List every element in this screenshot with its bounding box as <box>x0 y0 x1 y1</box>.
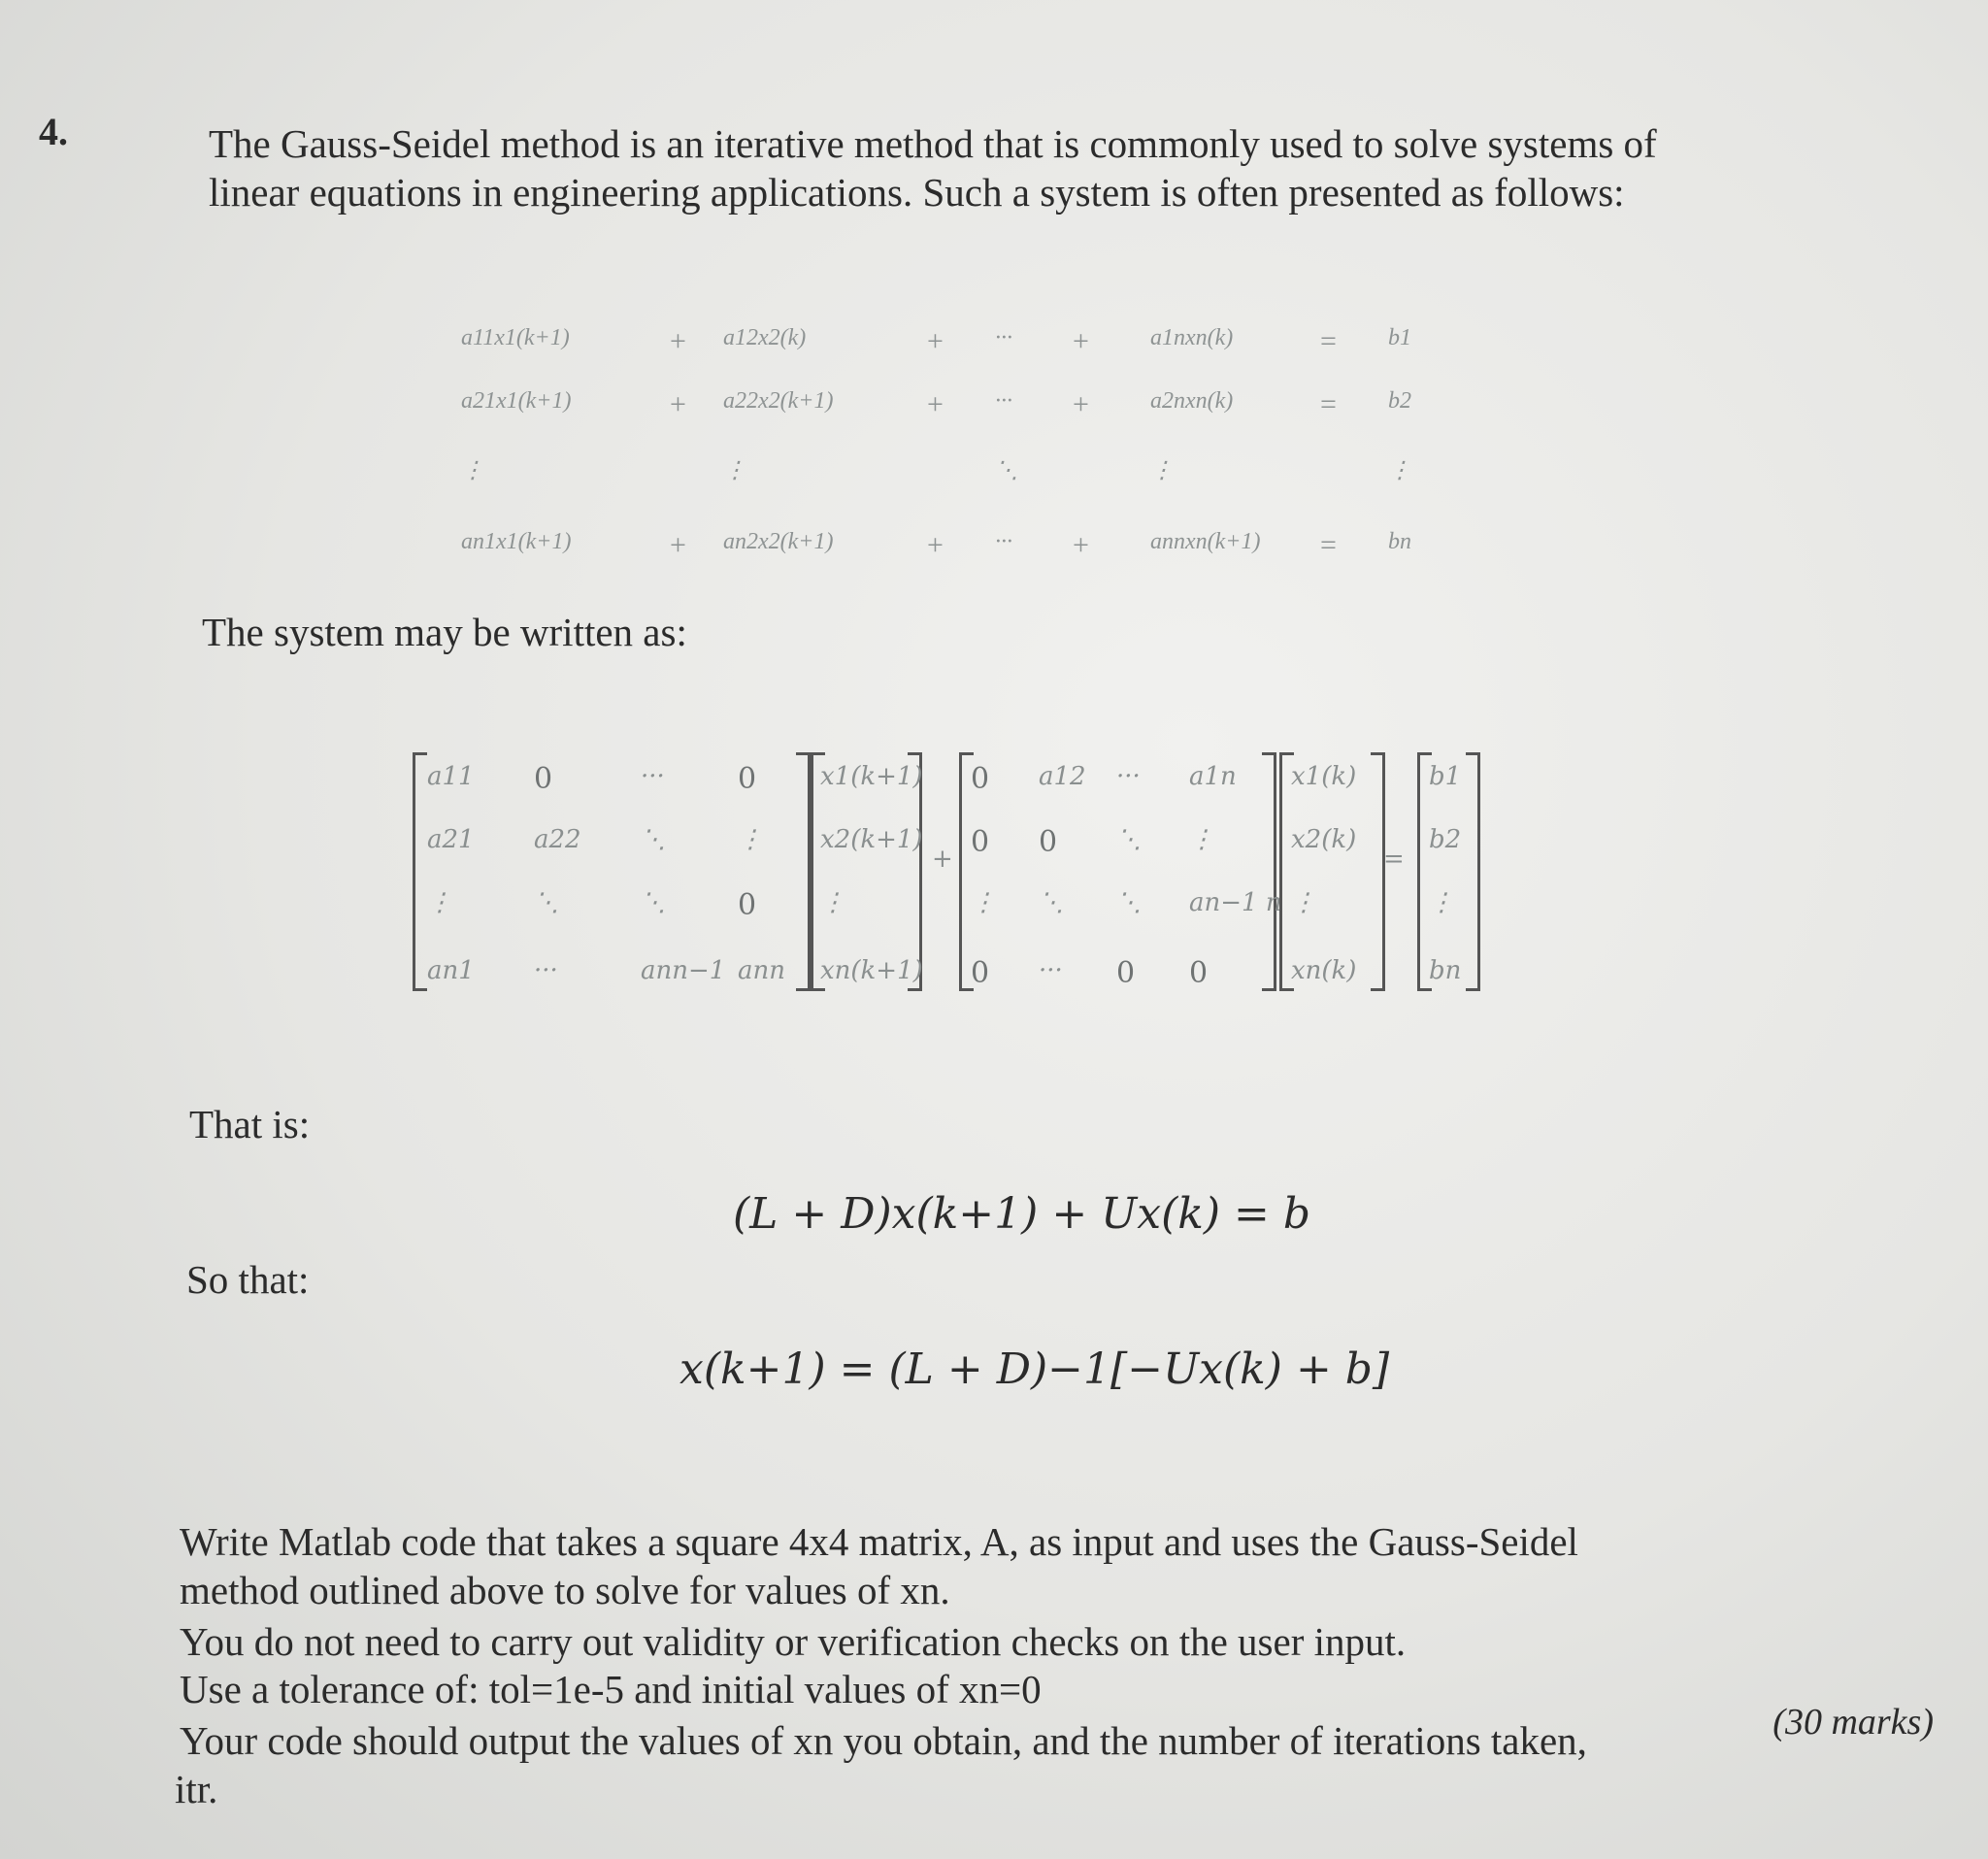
matrix-u-cell: a1n <box>1189 762 1237 791</box>
matrix-ld-cell: ⋮ <box>427 888 452 917</box>
vector-xk1-cell: x2(k+1) <box>820 825 923 854</box>
system-row2-term-5: + <box>1073 388 1089 420</box>
matrix-u-cell: ⋱ <box>1116 825 1142 854</box>
matrix-ld-right-bracket <box>796 752 811 991</box>
system-written-label: The system may be written as: <box>202 610 687 654</box>
vector-b-cell: b1 <box>1429 762 1462 791</box>
system-row2-term-1: + <box>670 388 686 420</box>
matrix-u-cell: 0 <box>971 956 990 990</box>
vector-xk1-cell: ⋮ <box>820 888 845 917</box>
matrix-ld-cell: ⋮ <box>738 825 763 854</box>
task-line-2: method outlined above to solve for values of xn. <box>180 1568 950 1612</box>
matrix-ld-cell: ann−1 <box>641 956 726 985</box>
matrix-ld-cell: ··· <box>641 762 665 791</box>
matrix-ld-cell: ⋱ <box>641 888 666 917</box>
task-line-5: Your code should output the values of xn you obtain, and the number of iterations taken, <box>180 1718 1587 1763</box>
matrix-ld-left-bracket <box>413 752 427 991</box>
system-row4-term-4: ··· <box>995 529 1012 554</box>
vector-xk-cell: x2(k) <box>1291 825 1357 854</box>
marks-label: (30 marks) <box>1773 1702 1934 1743</box>
that-is-label: That is: <box>189 1102 311 1146</box>
vector-b-cell: b2 <box>1429 825 1462 854</box>
system-row1-term-0: a11x1(k+1) <box>461 325 570 350</box>
question-number: 4. <box>39 110 68 153</box>
vector-b-right-bracket <box>1466 752 1480 991</box>
matrix-u-cell: 0 <box>1039 825 1058 859</box>
system-row4-term-2: an2x2(k+1) <box>723 529 834 554</box>
system-row3-term-8: ⋮ <box>1388 458 1411 483</box>
system-row4-term-0: an1x1(k+1) <box>461 529 572 554</box>
vector-xk1-cell: xn(k+1) <box>820 956 923 985</box>
matrix-u-cell: a12 <box>1039 762 1086 791</box>
matrix-u-cell: ··· <box>1039 956 1063 985</box>
vector-xk-cell: xn(k) <box>1291 956 1357 985</box>
matrix-u-cell: 0 <box>971 825 990 859</box>
system-row1-term-7: = <box>1320 325 1337 357</box>
system-row2-term-2: a22x2(k+1) <box>723 388 834 414</box>
system-row4-term-5: + <box>1073 529 1089 561</box>
vector-xk1-cell: x1(k+1) <box>820 762 923 791</box>
equation-update: x(k+1) = (L + D)−1[−Ux(k) + b] <box>679 1344 1390 1394</box>
matrix-ld-cell: ann <box>738 956 785 985</box>
intro-line-1: The Gauss-Seidel method is an iterative method that is commonly used to solve systems of <box>209 121 1657 166</box>
system-row2-term-0: a21x1(k+1) <box>461 388 572 414</box>
system-row3-term-0: ⋮ <box>461 458 484 483</box>
vector-b-cell: ⋮ <box>1429 888 1454 917</box>
system-row1-term-6: a1nxn(k) <box>1150 325 1234 350</box>
task-line-6: itr. <box>175 1767 218 1811</box>
matrix-u-right-bracket <box>1262 752 1276 991</box>
matrix-ld-cell: ⋱ <box>641 825 666 854</box>
matrix-ld-cell: a11 <box>427 762 475 791</box>
matrix-ld-cell: 0 <box>738 888 757 922</box>
system-row4-term-6: annxn(k+1) <box>1150 529 1261 554</box>
system-row4-term-3: + <box>927 529 944 561</box>
vector-b-cell: bn <box>1429 956 1462 985</box>
matrix-ld-cell: a22 <box>534 825 581 854</box>
matrix-u-cell: 0 <box>1116 956 1136 990</box>
system-row3-term-6: ⋮ <box>1150 458 1174 483</box>
system-row3-term-4: ⋱ <box>995 458 1018 483</box>
matrix-u-cell: 0 <box>1189 956 1209 990</box>
system-row1-term-3: + <box>927 325 944 357</box>
matrix-u-cell: ⋱ <box>1039 888 1064 917</box>
system-row1-term-1: + <box>670 325 686 357</box>
equation-ld-u: (L + D)x(k+1) + Ux(k) = b <box>733 1189 1311 1239</box>
system-row1-term-5: + <box>1073 325 1089 357</box>
system-row2-term-8: b2 <box>1388 388 1411 414</box>
equals-operator: = <box>1383 845 1405 874</box>
so-that-label: So that: <box>186 1257 310 1302</box>
system-row2-term-3: + <box>927 388 944 420</box>
matrix-ld-cell: ⋱ <box>534 888 559 917</box>
system-row1-term-8: b1 <box>1388 325 1411 350</box>
task-line-4: Use a tolerance of: tol=1e-5 and initial values of xn=0 <box>180 1667 1042 1711</box>
vector-xk-cell: x1(k) <box>1291 762 1357 791</box>
matrix-u-cell: ⋮ <box>971 888 996 917</box>
matrix-ld-cell: ··· <box>534 956 558 985</box>
system-row3-term-2: ⋮ <box>723 458 746 483</box>
system-row2-term-7: = <box>1320 388 1337 420</box>
system-row2-term-4: ··· <box>995 388 1012 414</box>
system-row1-term-4: ··· <box>995 325 1012 350</box>
plus-operator: + <box>932 845 953 874</box>
system-row1-term-2: a12x2(k) <box>723 325 807 350</box>
intro-line-2: linear equations in engineering applications. Such a system is often presented as follows: <box>209 170 1625 215</box>
system-row4-term-8: bn <box>1388 529 1411 554</box>
matrix-ld-cell: 0 <box>534 762 553 796</box>
system-row4-term-7: = <box>1320 529 1337 561</box>
system-row2-term-6: a2nxn(k) <box>1150 388 1234 414</box>
task-line-1: Write Matlab code that takes a square 4x4 matrix, A, as input and uses the Gauss-Seidel <box>180 1519 1578 1564</box>
matrix-ld-cell: an1 <box>427 956 475 985</box>
matrix-u-cell: ··· <box>1116 762 1141 791</box>
matrix-ld-cell: a21 <box>427 825 475 854</box>
system-row4-term-1: + <box>670 529 686 561</box>
matrix-u-cell: 0 <box>971 762 990 796</box>
vector-xk-cell: ⋮ <box>1291 888 1316 917</box>
task-line-3: You do not need to carry out validity or verification checks on the user input. <box>180 1619 1407 1664</box>
matrix-u-cell: ⋱ <box>1116 888 1142 917</box>
matrix-ld-cell: 0 <box>738 762 757 796</box>
matrix-u-cell: an−1 n <box>1189 888 1282 917</box>
matrix-u-cell: ⋮ <box>1189 825 1214 854</box>
